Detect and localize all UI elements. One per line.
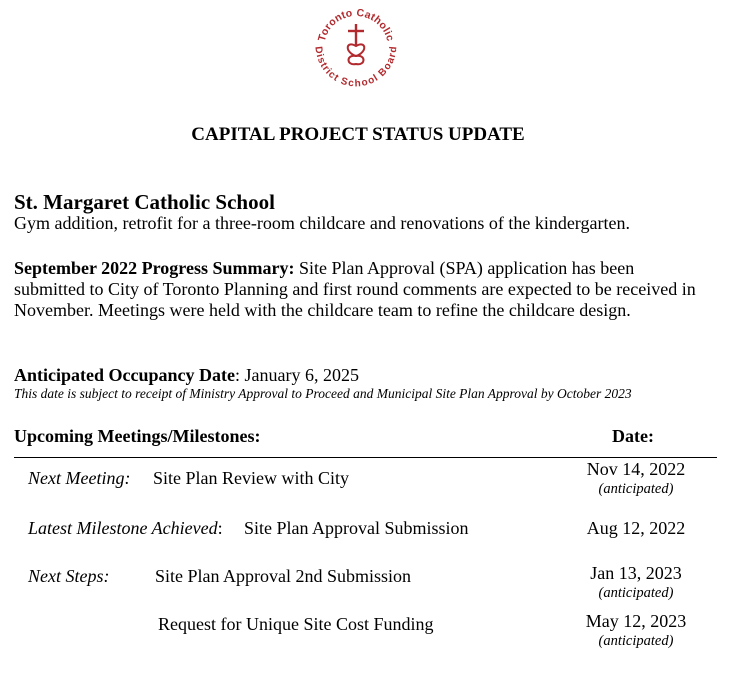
milestone-item: Site Plan Approval 2nd Submission: [155, 566, 412, 586]
milestone-date-note: (anticipated): [598, 481, 674, 497]
svg-text:District School Board: [312, 46, 399, 90]
milestone-date-note: (anticipated): [598, 633, 674, 649]
milestones-header: Upcoming Meetings/Milestones:: [14, 426, 261, 446]
logo-text-bottom: District School Board: [312, 45, 400, 90]
summary-label: September 2022 Progress Summary:: [14, 258, 295, 278]
milestone-label-suffix: :: [217, 518, 223, 538]
milestone-date: Aug 12, 2022: [586, 518, 686, 538]
milestone-label: Latest Milestone Achieved: [28, 518, 218, 538]
milestone-item: Site Plan Review with City: [153, 468, 349, 488]
logo-text-top: Toronto Catholic: [315, 6, 397, 43]
cross-heart-emblem-icon: [310, 2, 402, 90]
milestone-date-note: (anticipated): [598, 585, 674, 601]
milestone-label: Next Steps:: [28, 566, 110, 586]
milestone-item: Request for Unique Site Cost Funding: [158, 614, 434, 634]
occupancy-value: : January 6, 2025: [234, 365, 359, 385]
project-description: Gym addition, retrofit for a three-room childcare and renovations of the kindergarten.: [14, 213, 630, 233]
milestone-date: Jan 13, 2023: [590, 563, 682, 583]
occupancy-date: [14, 365, 359, 386]
date-header: Date:: [612, 426, 654, 446]
occupancy-note: This date is subject to receipt of Ministry Approval to Proceed and Municipal Site Plan Approval by October 2023: [14, 386, 632, 401]
tcdsb-logo: [310, 2, 402, 90]
milestone-label-row: [28, 518, 223, 539]
progress-summary: [14, 258, 704, 321]
page-title: CAPITAL PROJECT STATUS UPDATE: [191, 124, 525, 145]
milestone-item: Site Plan Approval Submission: [244, 518, 469, 538]
school-name: St. Margaret Catholic School: [14, 190, 275, 214]
summary-text: Site Plan Approval (SPA) application has been submitted to City of Toronto Planning and first round comments are expected to be received in November. Meetings were held with the childcare team to refine the childcare design.: [14, 258, 696, 320]
milestone-label: Next Meeting:: [28, 468, 131, 488]
occupancy-label: Anticipated Occupancy Date: [14, 365, 235, 385]
header-divider: [14, 457, 717, 458]
milestone-date: May 12, 2023: [585, 611, 687, 631]
milestone-date: Nov 14, 2022: [586, 459, 686, 479]
